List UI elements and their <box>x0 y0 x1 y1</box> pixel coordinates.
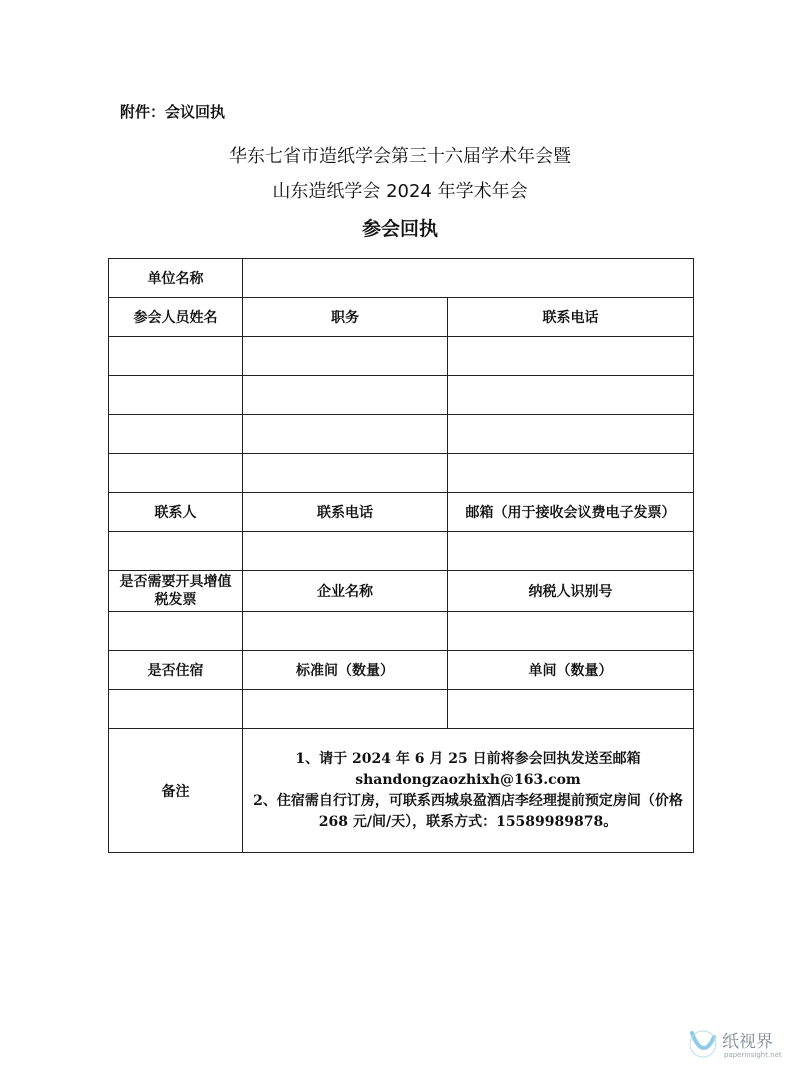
company-name-cell[interactable] <box>243 612 448 651</box>
invoice-question-header: 是否需要开具增值税发票 <box>109 571 243 612</box>
table-row <box>109 298 694 337</box>
phone-header: 联系电话 <box>448 298 694 337</box>
phone-cell[interactable] <box>448 376 694 415</box>
attendee-name-cell[interactable] <box>109 454 243 493</box>
phone-cell[interactable] <box>448 337 694 376</box>
table-row <box>109 454 694 493</box>
standard-room-header: 标准间（数量） <box>243 651 448 690</box>
single-room-header: 单间（数量） <box>448 651 694 690</box>
table-row <box>109 729 694 853</box>
taxpayer-id-header: 纳税人识别号 <box>448 571 694 612</box>
single-room-cell[interactable] <box>448 690 694 729</box>
remarks-line1: 1、请于 2024 年 6 月 25 日前将参会回执发送至邮箱 <box>295 750 641 767</box>
attendee-name-cell[interactable] <box>109 376 243 415</box>
attendee-name-cell[interactable] <box>109 415 243 454</box>
position-cell[interactable] <box>243 454 448 493</box>
invoice-answer-cell[interactable] <box>109 612 243 651</box>
remarks-label: 备注 <box>109 729 243 853</box>
table-row <box>109 612 694 651</box>
form-title: 参会回执 <box>361 218 438 240</box>
contact-person-header: 联系人 <box>109 493 243 532</box>
phone-cell[interactable] <box>448 454 694 493</box>
company-name-header: 企业名称 <box>243 571 448 612</box>
watermark <box>688 1021 788 1071</box>
remarks-content <box>243 729 694 853</box>
org-name-field[interactable] <box>243 259 694 298</box>
registration-form-table <box>108 258 694 853</box>
attendee-name-header: 参会人员姓名 <box>109 298 243 337</box>
remarks-email: shandongzaozhixh@163.com <box>355 771 581 788</box>
contact-phone-header: 联系电话 <box>243 493 448 532</box>
email-header: 邮箱（用于接收会议费电子发票） <box>448 493 694 532</box>
conference-title-line1: 华东七省市造纸学会第三十六届学术年会暨 <box>229 146 571 167</box>
paperinsight-logo-icon <box>688 1029 718 1059</box>
position-cell[interactable] <box>243 376 448 415</box>
standard-room-cell[interactable] <box>243 690 448 729</box>
conference-title-line2: 山东造纸学会 2024 年学术年会 <box>272 181 528 202</box>
position-cell[interactable] <box>243 337 448 376</box>
remarks-line2: 2、住宿需自行订房，可联系西城泉盈酒店李经理提前预定房间（价格 268 元/间/天），联系方式：15589989878。 <box>253 792 683 830</box>
watermark-name: 纸视界 <box>722 1032 773 1052</box>
phone-cell[interactable] <box>448 415 694 454</box>
table-row <box>109 337 694 376</box>
table-row <box>109 259 694 298</box>
watermark-site: paperinsight.net <box>724 1051 782 1059</box>
position-cell[interactable] <box>243 415 448 454</box>
attendee-name-cell[interactable] <box>109 337 243 376</box>
table-row <box>109 690 694 729</box>
contact-person-cell[interactable] <box>109 532 243 571</box>
position-header: 职务 <box>243 298 448 337</box>
table-row <box>109 376 694 415</box>
table-row <box>109 651 694 690</box>
table-row <box>109 415 694 454</box>
lodging-answer-cell[interactable] <box>109 690 243 729</box>
table-row <box>109 571 694 612</box>
table-row <box>109 532 694 571</box>
lodging-question-header: 是否住宿 <box>109 651 243 690</box>
email-cell[interactable] <box>448 532 694 571</box>
table-row <box>109 493 694 532</box>
org-name-label: 单位名称 <box>109 259 243 298</box>
contact-phone-cell[interactable] <box>243 532 448 571</box>
taxpayer-id-cell[interactable] <box>448 612 694 651</box>
attachment-label: 附件：会议回执 <box>120 103 226 121</box>
